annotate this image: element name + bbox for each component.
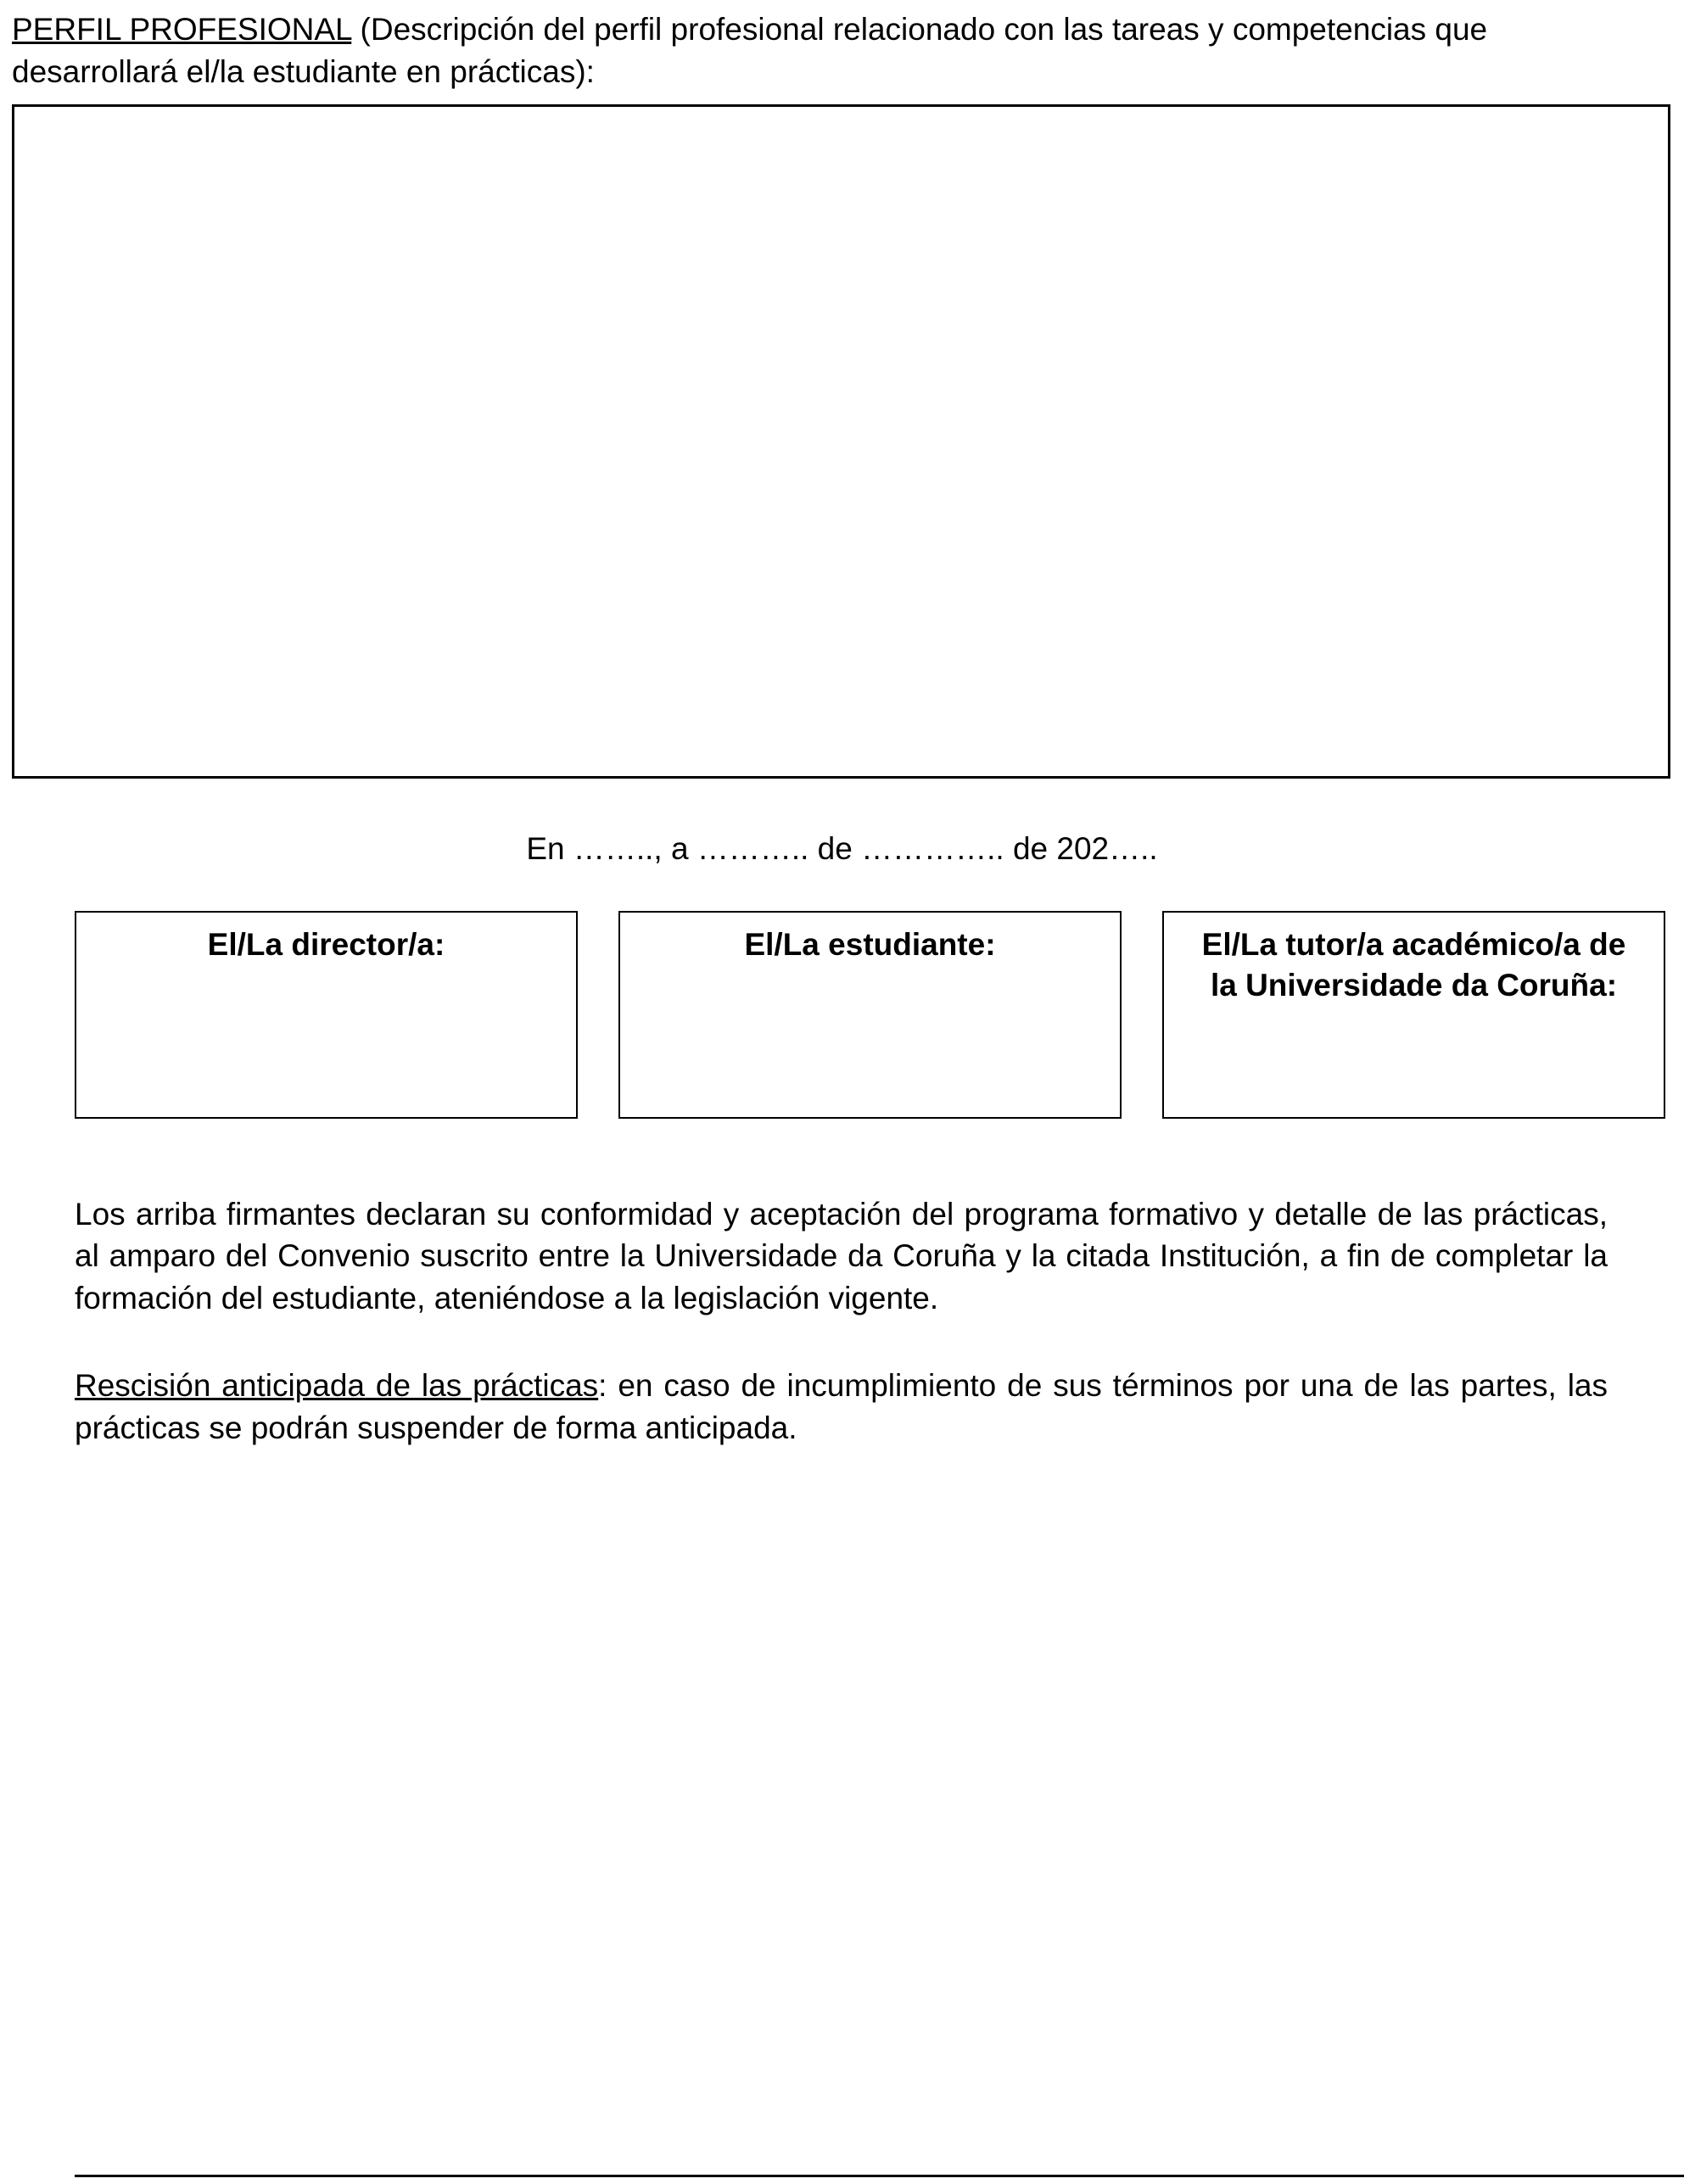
signature-box-student[interactable] (618, 911, 1122, 1119)
next-section-box-top-edge (75, 2175, 1684, 2177)
signature-label-director: El/La director/a: (207, 926, 445, 962)
professional-profile-textbox[interactable] (12, 104, 1670, 779)
rescission-title: Rescisión anticipada de las prácticas (75, 1368, 599, 1404)
signature-box-director[interactable] (75, 911, 578, 1119)
section-heading (0, 0, 1684, 92)
signature-box-academic-tutor[interactable] (1162, 911, 1665, 1119)
signature-label-academic-tutor: El/La tutor/a académico/a de la Universidade da Coruña: (1201, 926, 1626, 1003)
section-heading-title: PERFIL PROFESIONAL (12, 12, 352, 47)
date-fill-in-line: En …….., a ……….. de ………….. de 202….. (526, 831, 1158, 867)
rescission-text: : en caso de incumplimiento de sus términos por una de las partes, las prácticas se podrán suspender de forma anticipada. (75, 1368, 1608, 1446)
rescission-paragraph (0, 1319, 1684, 1449)
signature-row (75, 911, 1665, 1119)
agreement-paragraph: Los arriba firmantes declaran su conformidad y aceptación del programa formativo y detalle de las prácticas, al amparo del Convenio suscrito entre la Universidade da Coruña y la citada Institución, a fin de completar la formación del estudiante, ateniéndose a la legislación vigente. (75, 1196, 1608, 1315)
signature-label-student: El/La estudiante: (744, 926, 996, 962)
section-heading-description: (Descripción del perfil profesional relacionado con las tareas y competencias que desarrollará el/la estudiante en prácticas): (12, 12, 1488, 89)
